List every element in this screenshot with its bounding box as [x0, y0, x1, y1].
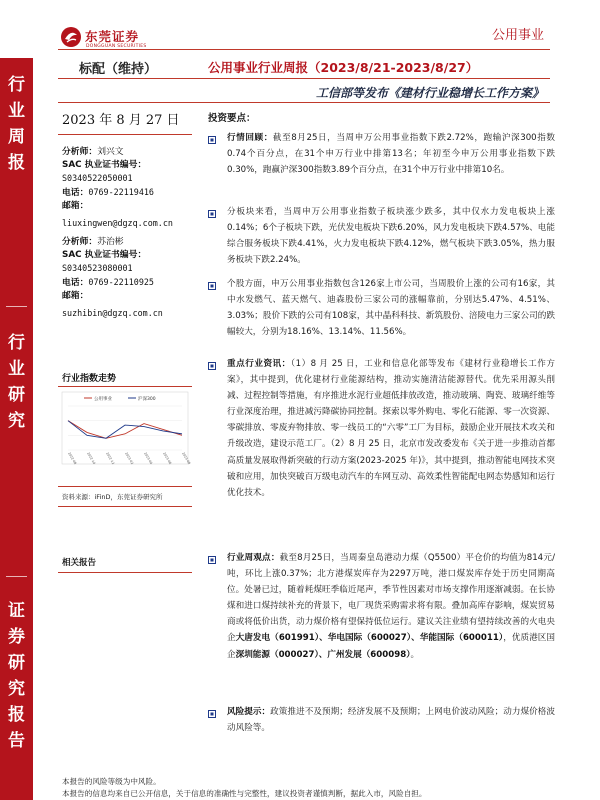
email-label: 邮箱： — [62, 200, 89, 211]
bullet-icon — [208, 210, 216, 218]
sac-number: S0340523080001 — [62, 263, 133, 274]
sector-label: 公用事业 — [491, 28, 544, 43]
point-text: 个股方面，申万公用事业指数包含126家上市公司，当周股价上涨的公司有16家，其中水发燃气、蓝天燃气、迪森股份三家公司的涨幅靠前，分别达5.47%、4.51%、3.03%；股价下跌的公司有108家，其中晶科科技、新筑股份、涪陵电力三家公司的跌幅较大，分别为18.16%、13.14%、11.56%。 — [227, 279, 555, 338]
point-risk — [227, 704, 555, 736]
bullet-icon — [208, 710, 216, 718]
point-weekly-view — [227, 550, 555, 663]
email-address[interactable]: liuxingwen@dgzq.com.cn — [62, 218, 173, 229]
bullet-icon — [208, 362, 216, 370]
sidebar-label-research — [0, 330, 33, 434]
rating-label: 标配（维持） — [79, 62, 158, 77]
header-divider — [58, 49, 550, 50]
point-text: （1）8 月 25 日，工业和信息化部等发布《建材行业稳增长工作方案》，其中提到，优化建材行业能源结构，推动实施清洁能源替代。优先采用源头削减、过程控制等措施，有序推进水泥行业超低排放改造，推动玻璃、陶瓷、玻璃纤维等行业深度治理，推进减污降碳协同控制。探索以零外购电、零化石能源、零一次资源、零碳排放、零废弃物排放、零一线员工的“六零”工厂为目标，鼓励企业开展技术攻关和升级改造，建设示范工厂。（2）8 月 25 日，北京市发改委发布《关于进一步推动首都高质量发展取得新突破的行动方案(2023-2025 年)》，其中提到，推动智能电网技术突破和应用，加快突破百万级电动汽车的车网互动、高效柔性智能配电网态势感知和运行优化技术。 — [227, 359, 555, 498]
chart-divider — [58, 486, 192, 487]
sidebar-separator — [6, 576, 27, 577]
sac-label: SAC 执业证书编号： — [62, 250, 147, 261]
key-points-heading: 投资要点： — [208, 113, 256, 124]
related-reports-heading: 相关报告 — [62, 558, 97, 568]
point-text: ，优质港区国企 — [227, 633, 555, 660]
chart-title: 行业指数走势 — [62, 374, 117, 384]
sidebar-text-weekly: 行业周报 — [8, 75, 25, 173]
point-stocks — [227, 276, 555, 340]
related-divider — [58, 572, 192, 573]
chart-x-tick-label: 2022-12 — [105, 451, 116, 466]
date-divider — [58, 134, 192, 135]
sac-number: S0340522050001 — [62, 173, 133, 184]
analyst-name: 苏治彬 — [97, 237, 124, 247]
point-text: 分板块来看，当周申万公用事业指数子板块涨少跌多，其中仅水力发电板块上涨0.14%；6个子板块下跌，光伏发电板块下跌6.20%，风力发电板块下跌4.57%、电能综合服务板块下跌4.41%，火力发电板块下跌4.12%，燃气板块下跌3.05%，热力服务板块下跌2.24%。 — [227, 207, 555, 266]
point-text: 截至8月25日，当周申万公用事业指数下跌2.72%，跑输沪深300指数0.74个百分点，在31个申万行业中排第13名；年初至今申万公用事业指数下跌0.30%，跑赢沪深300指数3.89个百分点，在31个申万行业中排第10名。 — [227, 133, 555, 176]
sidebar-text-securities: 证券研究报告 — [8, 601, 25, 751]
chart-divider — [58, 506, 192, 507]
subtitle-divider — [58, 102, 550, 103]
sac-label: SAC 执业证书编号： — [62, 160, 147, 171]
legend-label-hs300: 沪深300 — [138, 397, 156, 402]
sidebar-text-research: 行业研究 — [8, 333, 25, 431]
report-date: 2023 年 8 月 27 日 — [62, 113, 180, 128]
analyst-name-label: 分析师： — [62, 147, 98, 157]
bullet-icon — [208, 282, 216, 290]
point-heading: 重点行业资讯： — [227, 359, 291, 369]
chart-x-tick-label: 2023-08 — [181, 451, 192, 466]
chart-x-tick-label: 2023-06 — [162, 451, 173, 466]
point-industry-news — [227, 356, 555, 501]
bullet-icon — [208, 556, 216, 564]
chart-x-tick-label: 2023-02 — [124, 451, 135, 466]
chart-source: 资料来源：iFinD，东莞证券研究所 — [62, 493, 163, 501]
footer-line: 本报告的信息均来自已公开信息，关于信息的准确性与完整性，建议投资者谨慎判断，据此入市，风险自担。 — [62, 789, 427, 798]
analyst-block — [62, 236, 163, 320]
point-text: 。 — [410, 649, 420, 660]
sidebar-label-weekly — [0, 72, 33, 176]
recommended-companies: 大唐发电（601991）、华电国际（600027）、华能国际（600011） — [235, 633, 504, 644]
left-sidebar — [0, 58, 33, 800]
index-trend-chart — [58, 368, 192, 528]
sidebar-label-securities — [0, 598, 33, 754]
tel-number: 0769-22110925 — [88, 276, 154, 287]
analyst-block — [62, 146, 173, 230]
chart-plot — [62, 392, 192, 466]
tel-label: 电话： — [62, 187, 89, 198]
point-sub-sectors — [227, 204, 555, 268]
chart-x-tick-label: 2022-08 — [67, 451, 78, 466]
bullet-icon — [208, 136, 216, 144]
recommended-companies: 深圳能源（000027）、广州发展（600098） — [235, 649, 411, 660]
email-label: 邮箱： — [62, 290, 89, 301]
point-text: 政策推进不及预期；经济发展不及预期；上网电价波动风险；动力煤价格波动风险等。 — [227, 707, 555, 734]
point-market-review — [227, 130, 555, 178]
report-title: 公用事业行业周报（2023/8/21-2023/8/27） — [208, 60, 479, 75]
point-text: 截至8月25日，当周秦皇岛港动力煤（Q5500）平仓价的均值为814元/吨，环比上涨0.37%；北方港煤炭库存为2297万吨，港口煤炭库存处于历史同期高位。处暑已过，随着耗煤旺季临近尾声，季节性因素对市场支撑作用逐渐减弱。在长协煤和进口煤持续补充的背景下，电厂现货采购需求将有限。叠加高库存影响，煤炭贸易商或将低价出货，动力煤价格有望保持低位运行。建议关注业绩有望持续改善的火电央企 — [227, 553, 555, 644]
analyst-name: 刘兴文 — [97, 147, 124, 157]
chart-divider — [58, 386, 192, 387]
point-heading: 行情回顾： — [227, 133, 273, 143]
point-heading: 行业周观点： — [227, 553, 280, 563]
legend-label-utilities: 公用事业 — [94, 397, 112, 402]
footer-line: 本报告的风险等级为中风险。 — [62, 777, 161, 786]
report-subtitle: 工信部等发布《建材行业稳增长工作方案》 — [315, 86, 544, 100]
footer-disclaimer — [62, 776, 427, 800]
logo-text-en: DONGGUAN SECURITIES — [86, 44, 147, 49]
logo-text-cn: 东莞证券 — [85, 29, 140, 44]
logo-mark-icon — [60, 26, 82, 48]
chart-x-tick-label: 2022-10 — [86, 451, 97, 466]
point-heading: 风险提示： — [227, 707, 271, 717]
tel-label: 电话： — [62, 277, 89, 288]
sidebar-separator — [6, 306, 27, 307]
tel-number: 0769-22119416 — [88, 186, 154, 197]
email-address[interactable]: suzhibin@dgzq.com.cn — [62, 308, 163, 319]
chart-x-tick-label: 2023-04 — [143, 451, 154, 466]
analyst-name-label: 分析师： — [62, 237, 98, 247]
title-divider — [58, 78, 550, 79]
